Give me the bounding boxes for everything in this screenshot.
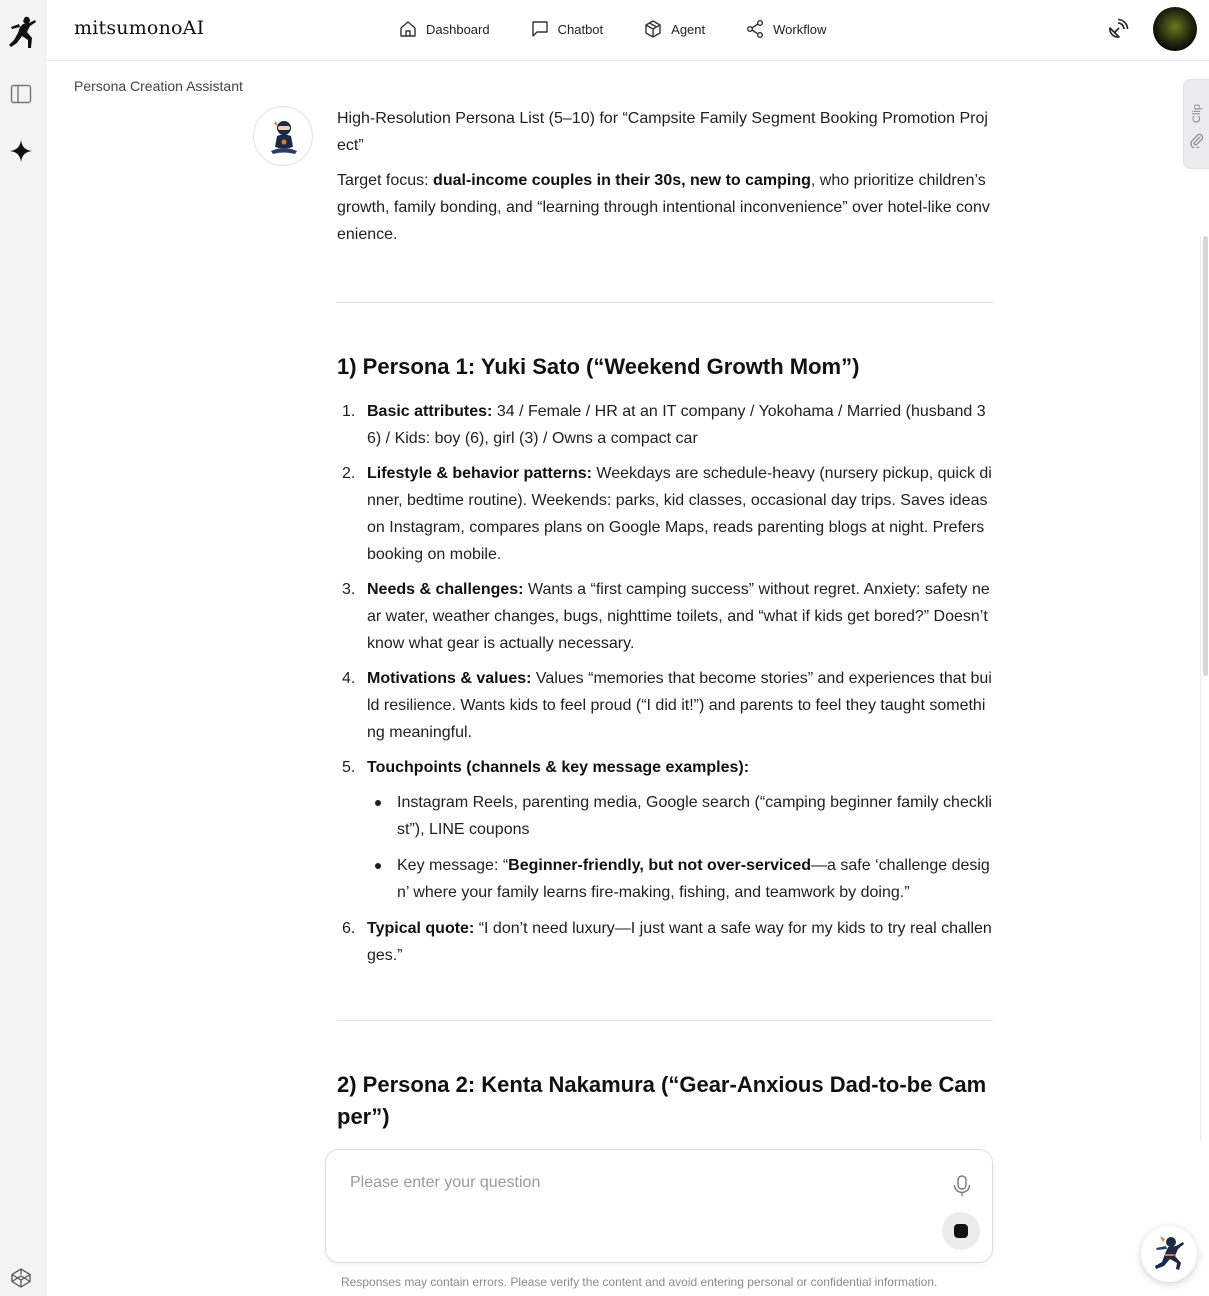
persona1-attributes (337, 398, 993, 969)
main-nav (398, 17, 866, 41)
clip-tab[interactable] (1183, 79, 1209, 169)
touchpoints-list (367, 789, 993, 906)
ninja-mascot-icon (1151, 1235, 1187, 1273)
list-item: 1. Basic attributes: 34 / Female / HR at an IT company / Yokohama / Married (husband 36) / Kids: boy (6), girl (3) / Owns a compact car (342, 403, 986, 447)
nav-dashboard-label: Dashboard (426, 21, 490, 37)
message-title: High-Resolution Persona List (5–10) for “Campsite Family Segment Booking Promotion Project” (337, 110, 988, 154)
assistant-message (337, 105, 993, 1133)
assistant-avatar (253, 106, 313, 166)
persona1-heading: 1) Persona 1: Yuki Sato (“Weekend Growth Mom”) (337, 354, 860, 379)
list-item: 5. Touchpoints (channels & key message examples): Instagram Reels, parenting media, Google search (“camping beginner family checklist”), LINE coupons Key message: “Beginner-friendly, but not over-serviced—a safe ‘challenge design’ where your family learns fire-making, fishing, and teamwork by doing.” (337, 754, 993, 906)
clip-tab-label: Clip (1191, 104, 1203, 123)
share-icon (745, 19, 765, 39)
codepen-icon[interactable] (10, 1267, 32, 1289)
list-item: 4. Motivations & values: Values “memories that become stories” and experiences that build resilience. Wants kids to feel proud (“I did it!”) and parents to feel they taught something meaningful. (342, 670, 992, 741)
persona2-heading: 2) Persona 2: Kenta Nakamura (“Gear-Anxious Dad-to-be Camper”) (337, 1072, 987, 1129)
nav-chatbot[interactable] (530, 17, 604, 41)
target-focus: Target focus: dual-income couples in their 30s, new to camping, who prioritize children’s growth, family bonding, and “learning through intentional inconvenience” over hotel-like convenience. (337, 172, 990, 243)
question-input[interactable] (350, 1170, 930, 1196)
list-item: 3. Needs & challenges: Wants a “first camping success” without regret. Anxiety: safety near water, weather changes, bugs, nighttime toilets, and “what if kids get bored?” Doesn’t know what gear is actually necessary. (342, 581, 990, 652)
home-icon (398, 19, 418, 39)
scrollbar[interactable] (1200, 236, 1209, 1140)
chat-input-box (325, 1149, 993, 1263)
sidebar-toggle-icon[interactable] (10, 83, 32, 105)
nav-workflow-label: Workflow (773, 21, 827, 37)
satellite-dish-icon[interactable] (1105, 18, 1129, 42)
nav-dashboard[interactable] (398, 17, 490, 41)
scrollbar-thumb[interactable] (1203, 236, 1208, 676)
paperclip-icon (1189, 132, 1205, 148)
assistant-fab-button[interactable] (1141, 1226, 1197, 1282)
brand-name[interactable]: mitsumonoAI (74, 17, 205, 39)
stop-button[interactable] (942, 1212, 980, 1250)
left-rail (0, 0, 46, 1296)
cube-icon (643, 19, 663, 39)
nav-chatbot-label: Chatbot (557, 21, 604, 37)
nav-agent[interactable] (643, 17, 705, 41)
user-avatar[interactable] (1153, 7, 1197, 51)
running-ninja-logo-icon[interactable] (5, 14, 41, 54)
list-item: 2. Lifestyle & behavior patterns: Weekdays are schedule-heavy (nursery pickup, quick dinner, bedtime routine). Weekends: parks, kid classes, occasional day trips. Saves ideas on Instagram, compares plans on Google Maps, reads parenting blogs at night. Prefers booking on mobile. (342, 465, 992, 563)
top-header (46, 0, 1209, 61)
stop-icon (954, 1224, 968, 1238)
list-item: Key message: “Beginner-friendly, but not over-serviced—a safe ‘challenge design’ where your family learns fire-making, fishing, and teamwork by doing.” (367, 852, 993, 906)
disclaimer-text: Responses may contain errors. Please verify the content and avoid entering personal or confidential information. (341, 1275, 938, 1289)
chat-icon (530, 19, 550, 39)
ninja-meditating-icon (268, 119, 300, 155)
list-item: 6. Typical quote: “I don’t need luxury—I just want a safe way for my kids to try real challenges.” (342, 920, 992, 964)
list-item: Instagram Reels, parenting media, Google search (“camping beginner family checklist”), LINE coupons (367, 789, 993, 843)
nav-agent-label: Agent (671, 21, 706, 37)
breadcrumb: Persona Creation Assistant (74, 78, 243, 94)
microphone-icon[interactable] (951, 1174, 973, 1198)
sparkle-icon[interactable] (9, 139, 33, 163)
nav-workflow[interactable] (745, 17, 826, 41)
